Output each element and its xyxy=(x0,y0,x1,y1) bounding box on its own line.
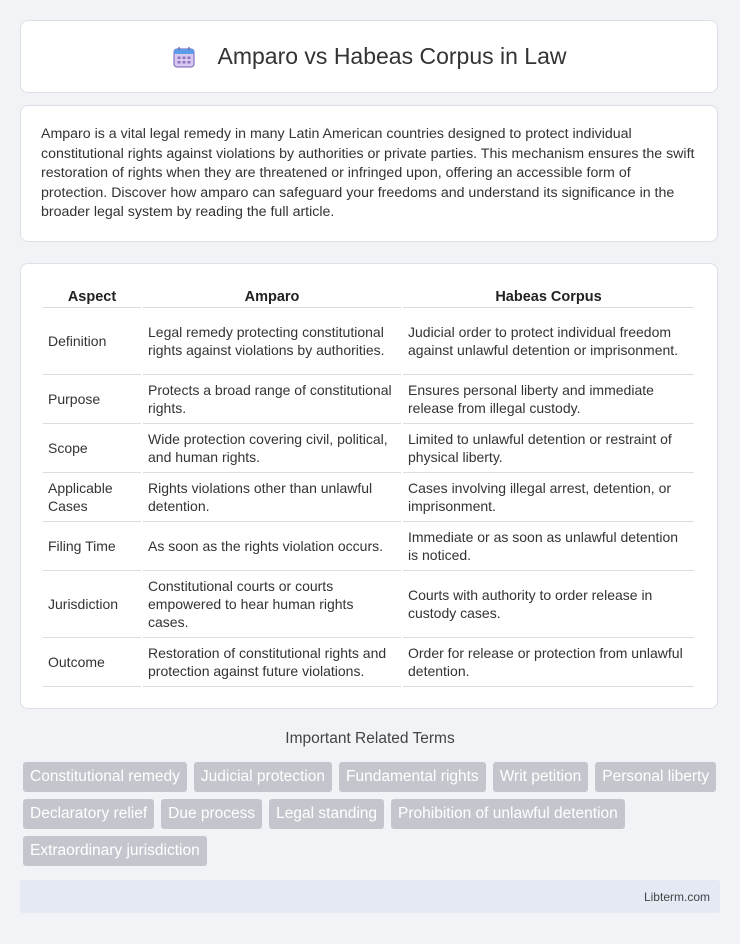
cell-habeas: Ensures personal liberty and immediate release from illegal custody. xyxy=(403,375,694,424)
related-term-tag[interactable]: Declaratory relief xyxy=(23,799,154,829)
cell-amparo: Constitutional courts or courts empowered to hear human rights cases. xyxy=(143,571,401,638)
cell-amparo: Rights violations other than unlawful detention. xyxy=(143,473,401,522)
comparison-card xyxy=(20,263,718,709)
table-row xyxy=(43,424,694,473)
cell-aspect: Jurisdiction xyxy=(43,571,141,638)
related-terms-title: Important Related Terms xyxy=(285,730,455,747)
cell-amparo: Protects a broad range of constitutional rights. xyxy=(143,375,401,424)
cell-habeas: Courts with authority to order release in custody cases. xyxy=(403,571,694,638)
cell-amparo: As soon as the rights violation occurs. xyxy=(143,522,401,571)
cell-amparo: Wide protection covering civil, political, and human rights. xyxy=(143,424,401,473)
related-term-tag[interactable]: Fundamental rights xyxy=(339,762,486,792)
header-amparo: Amparo xyxy=(143,286,401,308)
footer-site-link[interactable]: Libterm.com xyxy=(643,890,710,904)
table-row xyxy=(43,473,694,522)
header-aspect: Aspect xyxy=(43,286,141,308)
related-term-tag[interactable]: Prohibition of unlawful detention xyxy=(391,799,625,829)
page-title: Amparo vs Habeas Corpus in Law xyxy=(217,43,567,69)
cell-habeas: Limited to unlawful detention or restraint of physical liberty. xyxy=(403,424,694,473)
table-row xyxy=(43,638,694,687)
related-term-tag[interactable]: Legal standing xyxy=(269,799,384,829)
cell-amparo: Legal remedy protecting constitutional rights against violations by authorities. xyxy=(143,308,401,375)
cell-habeas: Order for release or protection from unlawful detention. xyxy=(403,638,694,687)
related-term-tag[interactable]: Constitutional remedy xyxy=(23,762,187,792)
table-row xyxy=(43,308,694,375)
calendar-icon xyxy=(172,45,196,69)
table-row xyxy=(43,571,694,638)
cell-aspect: Outcome xyxy=(43,638,141,687)
table-header-row xyxy=(43,286,694,308)
header-habeas-corpus: Habeas Corpus xyxy=(403,286,694,308)
comparison-table xyxy=(41,286,696,687)
cell-aspect: Definition xyxy=(43,308,141,375)
intro-card xyxy=(20,105,718,242)
cell-habeas: Immediate or as soon as unlawful detention is noticed. xyxy=(403,522,694,571)
cell-habeas: Cases involving illegal arrest, detention, or imprisonment. xyxy=(403,473,694,522)
related-term-tag[interactable]: Due process xyxy=(161,799,262,829)
related-term-tag[interactable]: Personal liberty xyxy=(595,762,716,792)
title-card xyxy=(20,20,718,93)
table-row xyxy=(43,375,694,424)
table-row xyxy=(43,522,694,571)
related-term-tag[interactable]: Writ petition xyxy=(493,762,589,792)
related-terms-list xyxy=(23,762,723,866)
cell-aspect: Scope xyxy=(43,424,141,473)
related-term-tag[interactable]: Extraordinary jurisdiction xyxy=(23,836,207,866)
cell-aspect: Filing Time xyxy=(43,522,141,571)
cell-aspect: Applicable Cases xyxy=(43,473,141,522)
intro-text: Amparo is a vital legal remedy in many Latin American countries designed to protect individual constitutional rights against violations by authorities or private parties. This mechanism ensures the swift restoration of rights when they are threatened or infringed upon, offering an accessible form of protection. Discover how amparo can safeguard your freedoms and understand its significance in the broader legal system by reading the full article. xyxy=(41,126,695,221)
footer xyxy=(20,880,720,913)
cell-habeas: Judicial order to protect individual freedom against unlawful detention or imprisonment. xyxy=(403,308,694,375)
cell-aspect: Purpose xyxy=(43,375,141,424)
related-term-tag[interactable]: Judicial protection xyxy=(194,762,332,792)
cell-amparo: Restoration of constitutional rights and protection against future violations. xyxy=(143,638,401,687)
